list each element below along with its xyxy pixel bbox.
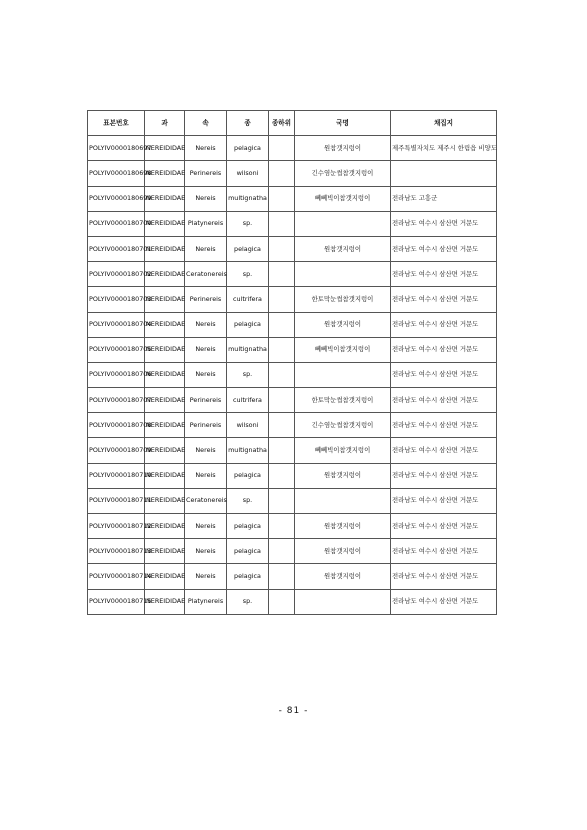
table-row <box>88 161 497 186</box>
cell-species: multignatha <box>227 438 269 463</box>
table-header-row <box>88 111 497 136</box>
table-body <box>88 136 497 615</box>
cell-korean-name: 한토막눈썹참갯지렁이 <box>295 287 391 312</box>
table-row <box>88 539 497 564</box>
cell-subspecies <box>269 488 295 513</box>
cell-species: wilsoni <box>227 413 269 438</box>
cell-korean-name: 뻬뻬빅이참갯지렁이 <box>295 186 391 211</box>
cell-specimen-number: POLYIV0000180705 <box>88 337 145 362</box>
cell-species: sp. <box>227 211 269 236</box>
cell-family: NEREIDIDAE <box>145 161 185 186</box>
cell-family: NEREIDIDAE <box>145 186 185 211</box>
cell-family: NEREIDIDAE <box>145 589 185 614</box>
cell-collection-site: 전라남도 여수시 삼산면 거문도 <box>391 413 497 438</box>
cell-genus: Nereis <box>185 236 227 261</box>
cell-species: multignatha <box>227 337 269 362</box>
cell-collection-site: 전라남도 여수시 삼산면 거문도 <box>391 337 497 362</box>
cell-genus: Ceratonereis <box>185 262 227 287</box>
cell-genus: Nereis <box>185 312 227 337</box>
specimen-table <box>87 110 497 615</box>
cell-genus: Nereis <box>185 564 227 589</box>
cell-korean-name <box>295 211 391 236</box>
cell-species: wilsoni <box>227 161 269 186</box>
page-number: - 81 - <box>278 706 309 716</box>
cell-genus: Nereis <box>185 186 227 211</box>
table-row <box>88 236 497 261</box>
cell-family: NEREIDIDAE <box>145 438 185 463</box>
cell-korean-name: 긴수염눈썹참갯지렁이 <box>295 161 391 186</box>
cell-collection-site: 전라남도 여수시 삼산면 거문도 <box>391 362 497 387</box>
cell-specimen-number: POLYIV0000180704 <box>88 312 145 337</box>
cell-species: pelagica <box>227 539 269 564</box>
cell-family: NEREIDIDAE <box>145 362 185 387</box>
cell-specimen-number: POLYIV0000180711 <box>88 488 145 513</box>
cell-genus: Nereis <box>185 463 227 488</box>
cell-subspecies <box>269 589 295 614</box>
cell-korean-name <box>295 589 391 614</box>
cell-specimen-number: POLYIV0000180709 <box>88 438 145 463</box>
table-row <box>88 564 497 589</box>
table-row <box>88 388 497 413</box>
cell-specimen-number: POLYIV0000180713 <box>88 539 145 564</box>
cell-family: NEREIDIDAE <box>145 463 185 488</box>
cell-korean-name <box>295 488 391 513</box>
cell-subspecies <box>269 362 295 387</box>
cell-collection-site: 전라남도 여수시 삼산면 거문도 <box>391 589 497 614</box>
header-specimen-number: 표본번호 <box>88 111 145 136</box>
cell-species: pelagica <box>227 312 269 337</box>
table-row <box>88 337 497 362</box>
table-row <box>88 211 497 236</box>
cell-family: NEREIDIDAE <box>145 539 185 564</box>
cell-korean-name <box>295 362 391 387</box>
header-species: 종 <box>227 111 269 136</box>
cell-specimen-number: POLYIV0000180714 <box>88 564 145 589</box>
cell-species: pelagica <box>227 514 269 539</box>
cell-subspecies <box>269 564 295 589</box>
cell-korean-name: 뻬뻬빅이참갯지렁이 <box>295 337 391 362</box>
cell-genus: Nereis <box>185 514 227 539</box>
cell-specimen-number: POLYIV0000180703 <box>88 287 145 312</box>
cell-genus: Platynereis <box>185 589 227 614</box>
cell-family: NEREIDIDAE <box>145 413 185 438</box>
cell-species: sp. <box>227 262 269 287</box>
header-subspecies: 종하위 <box>269 111 295 136</box>
cell-species: cultrifera <box>227 287 269 312</box>
cell-collection-site: 전라남도 여수시 삼산면 거문도 <box>391 236 497 261</box>
cell-specimen-number: POLYIV0000180715 <box>88 589 145 614</box>
cell-subspecies <box>269 287 295 312</box>
cell-collection-site <box>391 161 497 186</box>
cell-genus: Nereis <box>185 362 227 387</box>
table-row <box>88 136 497 161</box>
header-korean-name: 국명 <box>295 111 391 136</box>
cell-genus: Perinereis <box>185 388 227 413</box>
header-family: 과 <box>145 111 185 136</box>
cell-family: NEREIDIDAE <box>145 488 185 513</box>
cell-collection-site: 전라남도 여수시 삼산면 거문도 <box>391 463 497 488</box>
cell-specimen-number: POLYIV0000180698 <box>88 161 145 186</box>
cell-subspecies <box>269 514 295 539</box>
cell-species: pelagica <box>227 136 269 161</box>
cell-genus: Platynereis <box>185 211 227 236</box>
cell-genus: Nereis <box>185 539 227 564</box>
cell-family: NEREIDIDAE <box>145 337 185 362</box>
cell-subspecies <box>269 236 295 261</box>
cell-family: NEREIDIDAE <box>145 136 185 161</box>
cell-subspecies <box>269 186 295 211</box>
cell-subspecies <box>269 211 295 236</box>
cell-specimen-number: POLYIV0000180699 <box>88 186 145 211</box>
cell-specimen-number: POLYIV0000180702 <box>88 262 145 287</box>
header-genus: 속 <box>185 111 227 136</box>
cell-collection-site: 전라남도 여수시 삼산면 거문도 <box>391 388 497 413</box>
cell-family: NEREIDIDAE <box>145 287 185 312</box>
cell-collection-site: 전라남도 여수시 삼산면 거문도 <box>391 262 497 287</box>
cell-subspecies <box>269 388 295 413</box>
cell-species: multignatha <box>227 186 269 211</box>
cell-family: NEREIDIDAE <box>145 564 185 589</box>
cell-genus: Perinereis <box>185 413 227 438</box>
cell-genus: Nereis <box>185 438 227 463</box>
cell-specimen-number: POLYIV0000180710 <box>88 463 145 488</box>
cell-collection-site: 제주특별자치도 제주시 한림읍 비양도 <box>391 136 497 161</box>
cell-specimen-number: POLYIV0000180706 <box>88 362 145 387</box>
cell-subspecies <box>269 312 295 337</box>
cell-korean-name <box>295 262 391 287</box>
cell-korean-name: 긴수염눈썹참갯지렁이 <box>295 413 391 438</box>
cell-species: sp. <box>227 488 269 513</box>
cell-specimen-number: POLYIV0000180701 <box>88 236 145 261</box>
cell-genus: Nereis <box>185 337 227 362</box>
cell-family: NEREIDIDAE <box>145 236 185 261</box>
cell-korean-name: 원참갯지렁이 <box>295 312 391 337</box>
cell-korean-name: 원참갯지렁이 <box>295 564 391 589</box>
cell-subspecies <box>269 438 295 463</box>
cell-species: cultrifera <box>227 388 269 413</box>
cell-collection-site: 전라남도 여수시 삼산면 거문도 <box>391 287 497 312</box>
table-row <box>88 589 497 614</box>
cell-subspecies <box>269 136 295 161</box>
cell-collection-site: 전라남도 여수시 삼산면 거문도 <box>391 438 497 463</box>
cell-korean-name: 원참갯지렁이 <box>295 463 391 488</box>
cell-genus: Perinereis <box>185 161 227 186</box>
table-row <box>88 262 497 287</box>
table-row <box>88 463 497 488</box>
cell-genus: Perinereis <box>185 287 227 312</box>
cell-korean-name: 뻬뻬빅이참갯지렁이 <box>295 438 391 463</box>
table-row <box>88 312 497 337</box>
cell-collection-site: 전라남도 여수시 삼산면 거문도 <box>391 539 497 564</box>
cell-subspecies <box>269 161 295 186</box>
cell-genus: Nereis <box>185 136 227 161</box>
cell-subspecies <box>269 337 295 362</box>
cell-subspecies <box>269 539 295 564</box>
cell-collection-site: 전라남도 여수시 삼산면 거문도 <box>391 488 497 513</box>
table-row <box>88 287 497 312</box>
cell-species: sp. <box>227 589 269 614</box>
cell-collection-site: 전라남도 여수시 삼산면 거문도 <box>391 514 497 539</box>
cell-family: NEREIDIDAE <box>145 262 185 287</box>
cell-collection-site: 전라남도 여수시 삼산면 거문도 <box>391 564 497 589</box>
cell-family: NEREIDIDAE <box>145 312 185 337</box>
cell-korean-name: 원참갯지렁이 <box>295 236 391 261</box>
cell-subspecies <box>269 463 295 488</box>
table-row <box>88 413 497 438</box>
cell-genus: Ceratonereis <box>185 488 227 513</box>
cell-collection-site: 전라남도 여수시 삼산면 거문도 <box>391 211 497 236</box>
cell-species: pelagica <box>227 236 269 261</box>
cell-specimen-number: POLYIV0000180697 <box>88 136 145 161</box>
cell-korean-name: 원참갯지렁이 <box>295 514 391 539</box>
table-row <box>88 514 497 539</box>
cell-korean-name: 원참갯지렁이 <box>295 539 391 564</box>
cell-collection-site: 전라남도 여수시 삼산면 거문도 <box>391 312 497 337</box>
cell-specimen-number: POLYIV0000180712 <box>88 514 145 539</box>
header-collection-site: 채집지 <box>391 111 497 136</box>
table-row <box>88 362 497 387</box>
cell-specimen-number: POLYIV0000180700 <box>88 211 145 236</box>
cell-family: NEREIDIDAE <box>145 388 185 413</box>
cell-subspecies <box>269 262 295 287</box>
cell-collection-site: 전라남도 고흥군 <box>391 186 497 211</box>
cell-family: NEREIDIDAE <box>145 211 185 236</box>
table-row <box>88 186 497 211</box>
cell-specimen-number: POLYIV0000180708 <box>88 413 145 438</box>
cell-species: pelagica <box>227 564 269 589</box>
cell-species: sp. <box>227 362 269 387</box>
cell-family: NEREIDIDAE <box>145 514 185 539</box>
cell-specimen-number: POLYIV0000180707 <box>88 388 145 413</box>
cell-korean-name: 한토막눈썹참갯지렁이 <box>295 388 391 413</box>
cell-species: pelagica <box>227 463 269 488</box>
cell-subspecies <box>269 413 295 438</box>
table-row <box>88 438 497 463</box>
cell-korean-name: 원참갯지렁이 <box>295 136 391 161</box>
table-row <box>88 488 497 513</box>
